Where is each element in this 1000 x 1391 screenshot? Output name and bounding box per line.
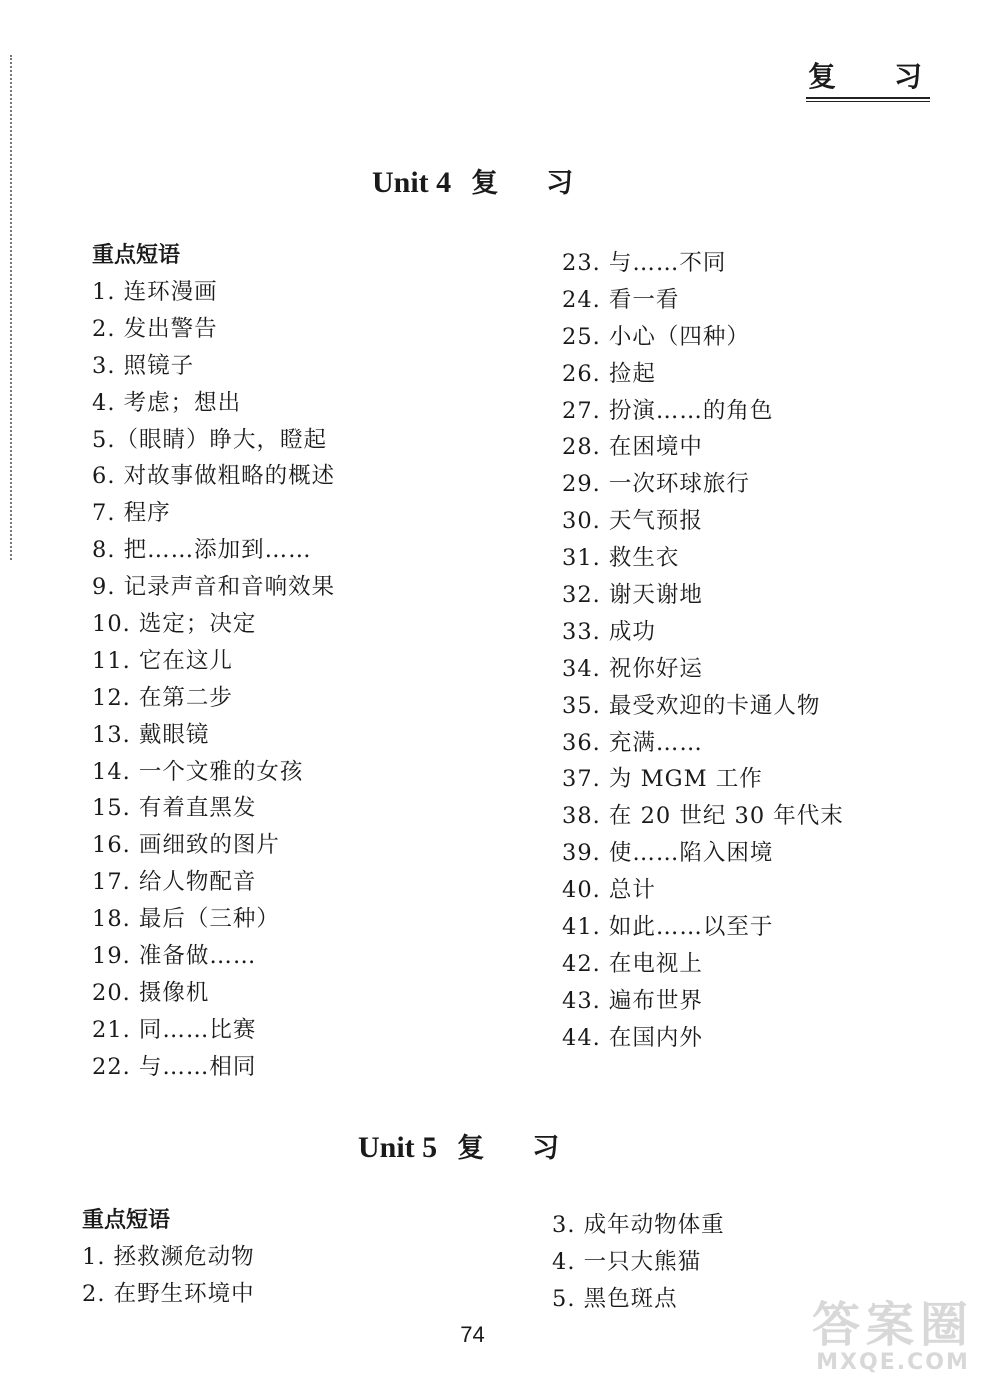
phrase-item: 37. 为 MGM 工作 <box>562 766 763 793</box>
phrase-item: 36. 充满…… <box>562 729 703 756</box>
phrase-item: 26. 捡起 <box>562 360 656 387</box>
phrase-item: 21. 同……比赛 <box>92 1016 257 1043</box>
unit5-title <box>358 1130 607 1167</box>
unit5-right-column <box>552 1207 725 1318</box>
phrase-item: 22. 与……相同 <box>92 1053 257 1080</box>
phrase-item: 40. 总计 <box>562 877 656 904</box>
unit4-title-word: 复习 <box>471 168 622 199</box>
phrase-item: 2. 发出警告 <box>92 315 218 342</box>
phrase-item: 8. 把……添加到…… <box>92 537 312 564</box>
phrase-item: 5.（眼睛）睁大，瞪起 <box>92 426 327 453</box>
header-rule-thin <box>806 101 930 102</box>
phrase-item: 14. 一个文雅的女孩 <box>92 758 304 785</box>
phrase-item: 6. 对故事做粗略的概述 <box>92 463 336 490</box>
phrase-item: 43. 遍布世界 <box>562 987 703 1014</box>
watermark-line1: 答案圈 <box>812 1297 975 1353</box>
phrase-item: 24. 看一看 <box>562 286 680 313</box>
phrase-item: 44. 在国内外 <box>562 1024 703 1051</box>
phrase-item: 10. 选定；决定 <box>92 611 257 638</box>
phrase-item: 1. 连环漫画 <box>92 279 218 305</box>
watermark-logo <box>812 1297 975 1376</box>
phrase-item: 27. 扮演……的角色 <box>562 397 774 424</box>
unit4-left-column <box>92 237 335 1086</box>
unit4-title-unit: Unit 4 <box>372 166 452 199</box>
phrase-item: 23. 与……不同 <box>562 250 727 276</box>
phrase-item: 35. 最受欢迎的卡通人物 <box>562 692 821 719</box>
phrase-item: 28. 在困境中 <box>562 434 703 461</box>
phrase-item: 11. 它在这儿 <box>92 647 233 674</box>
phrase-item: 30. 天气预报 <box>562 508 703 535</box>
phrase-item: 29. 一次环球旅行 <box>562 471 750 498</box>
phrase-item: 2. 在野生环境中 <box>82 1280 255 1307</box>
phrase-item: 3. 照镜子 <box>92 352 195 379</box>
phrase-item: 19. 准备做…… <box>92 943 257 970</box>
unit5-left-column <box>82 1202 255 1313</box>
phrase-item: 25. 小心（四种） <box>562 323 750 350</box>
phrase-item: 32. 谢天谢地 <box>562 582 703 609</box>
unit5-section-heading: 重点短语 <box>82 1208 171 1233</box>
phrase-item: 5. 黑色斑点 <box>552 1285 678 1312</box>
phrase-item: 38. 在 20 世纪 30 年代末 <box>562 803 844 830</box>
phrase-item: 33. 成功 <box>562 618 656 645</box>
binding-dotted-line <box>10 55 12 560</box>
phrase-item: 20. 摄像机 <box>92 979 210 1006</box>
phrase-item: 18. 最后（三种） <box>92 906 280 933</box>
phrase-item: 41. 如此……以至于 <box>562 914 774 941</box>
phrase-item: 12. 在第二步 <box>92 684 233 711</box>
phrase-item: 42. 在电视上 <box>562 950 703 977</box>
phrase-item: 3. 成年动物体重 <box>552 1212 725 1238</box>
running-header-title: 复习 <box>808 60 981 93</box>
unit5-title-unit: Unit 5 <box>358 1131 438 1164</box>
phrase-item: 16. 画细致的图片 <box>92 832 280 859</box>
phrase-item: 17. 给人物配音 <box>92 869 257 896</box>
phrase-item: 34. 祝你好运 <box>562 655 703 682</box>
phrase-item: 9. 记录声音和音响效果 <box>92 574 336 601</box>
phrase-item: 4. 考虑；想出 <box>92 389 242 416</box>
unit4-right-column <box>562 245 844 1057</box>
phrase-item: 4. 一只大熊猫 <box>552 1248 702 1275</box>
header-rule <box>806 97 930 99</box>
phrase-item: 31. 救生衣 <box>562 545 680 572</box>
page-number: 74 <box>460 1322 485 1347</box>
phrase-item: 15. 有着直黑发 <box>92 795 257 822</box>
unit5-title-word: 复习 <box>457 1133 608 1164</box>
unit4-title <box>372 165 621 202</box>
phrase-item: 7. 程序 <box>92 500 171 527</box>
watermark-line2: MXQE.COM <box>816 1350 970 1375</box>
phrase-item: 1. 拯救濒危动物 <box>82 1244 255 1270</box>
phrase-item: 39. 使……陷入困境 <box>562 840 774 867</box>
unit4-section-heading: 重点短语 <box>92 243 181 268</box>
phrase-item: 13. 戴眼镜 <box>92 721 210 748</box>
